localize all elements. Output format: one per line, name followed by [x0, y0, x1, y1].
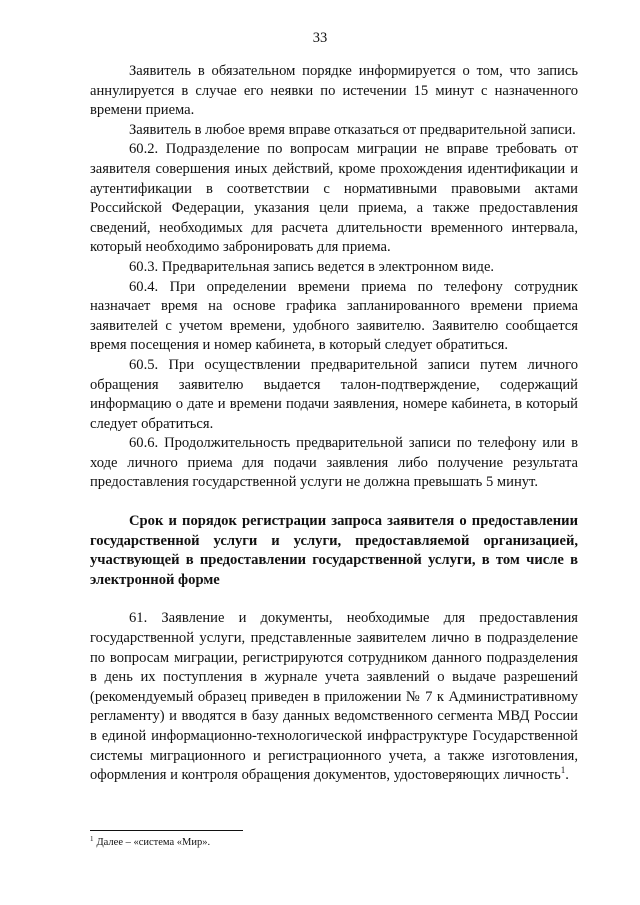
paragraph-60-2: 60.2. Подразделение по вопросам миграции не вправе требовать от заявителя совершения иных действий, кроме прохождения идентификации и аутентификации в соответствии с нормативными правовыми актами Российской Федерации, указания цели приема, а также предоставления сведений, необходимых для расчета длительности временного интервала, который необходимо забронировать для приема.	[90, 141, 578, 256]
paragraph-61-text: 61. Заявление и документы, необходимые для предоставления государственной услуги, представленные заявителем лично в подразделение по вопросам миграции, регистрируются сотрудником данного подразделения в день их поступления в журнале учета заявлений о выдаче разрешений (рекомендуемый образец приведен в приложении № 7 к Административному регламенту) и вводятся в базу данных ведомственного сегмента МВД России в единой информационно-технологической инфраструктуре Государственной системы миграционного и регистрационного учета, а также изготовления, оформления и контроля обращения документов, удостоверяющих личность	[90, 610, 578, 784]
section-heading: Срок и порядок регистрации запроса заявителя о предоставлении государственной услуги и услуги, предоставляемой организацией, участвующей в предоставлении государственной услуги, в том числе в электронной форме	[90, 513, 578, 588]
paragraph-annulment: Заявитель в обязательном порядке информируется о том, что запись аннулируется в случае его неявки по истечении 15 минут с назначенного времени приема.	[90, 63, 578, 119]
paragraph-61	[90, 609, 578, 785]
document-body	[90, 62, 578, 786]
footnote	[90, 834, 211, 848]
paragraph-60-5: 60.5. При осуществлении предварительной записи путем личного обращения заявителю выдается талон-подтверждение, содержащий информацию о дате и времени подачи заявления, номере кабинета, в который следует обратиться.	[90, 356, 578, 432]
footnote-reference: 1	[560, 765, 566, 776]
paragraph-60-6: 60.6. Продолжительность предварительной записи по телефону или в ходе личного приема для подачи заявления либо получение результата предоставления государственной услуги не должна превышать 5 минут.	[90, 435, 578, 491]
paragraph-60-3: 60.3. Предварительная запись ведется в электронном виде.	[129, 258, 495, 275]
paragraph-refusal: Заявитель в любое время вправе отказаться от предварительной записи.	[129, 121, 576, 138]
footnote-separator	[90, 830, 243, 831]
paragraph-61-end: .	[565, 767, 569, 784]
paragraph-60-4: 60.4. При определении времени приема по телефону сотрудник назначает время на основе графика запланированного времени приема заявителей с учетом времени, удобного заявителю. Заявителю сообщается время посещения и номер кабинета, в который следует обратиться.	[90, 278, 578, 354]
footnote-text: Далее – «система «Мир».	[96, 837, 211, 848]
footnote-mark: 1	[90, 834, 94, 843]
page-number: 33	[312, 30, 328, 46]
